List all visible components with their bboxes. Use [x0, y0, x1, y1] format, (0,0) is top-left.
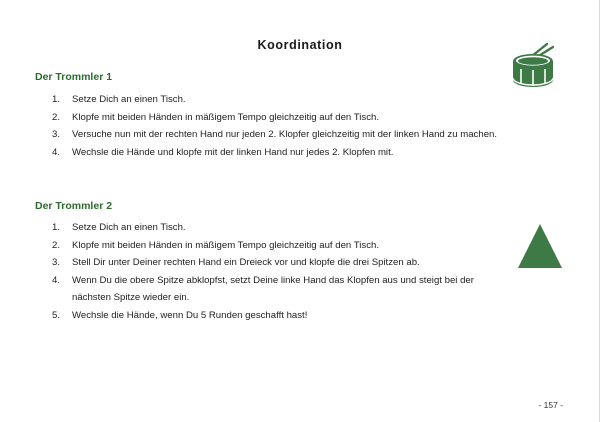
list-item-text: Wechsle die Hände und klopfe mit der linken Hand nur jedes 2. Klopfen mit.	[72, 146, 394, 158]
list-item	[52, 272, 562, 307]
list-item	[52, 219, 562, 237]
list-item-number: 5.	[52, 309, 61, 321]
steps-list-trommler-2	[52, 219, 562, 325]
list-item-text: Setze Dich an einen Tisch.	[72, 222, 186, 233]
list-item-number: 3.	[52, 129, 61, 141]
list-item-number: 1.	[52, 222, 61, 233]
list-item-text: Setze Dich an einen Tisch.	[72, 94, 186, 105]
list-item-text: Klopfe mit beiden Händen in mäßigem Tempo gleichzeitig auf den Tisch.	[72, 239, 379, 251]
list-item-number: 2.	[52, 111, 61, 123]
triangle-icon	[516, 222, 564, 270]
page-title: Koordination	[257, 38, 343, 52]
list-item-number: 3.	[52, 257, 61, 269]
list-item	[52, 126, 562, 144]
list-item-number: 4.	[52, 274, 61, 286]
steps-list-trommler-1	[52, 91, 562, 161]
list-item	[52, 91, 562, 109]
list-item-text: Wenn Du die obere Spitze abklopfst, setzt Deine linke Hand das Klopfen aus und steigt bei der nächsten Spitze wieder ein.	[72, 274, 474, 304]
list-item	[52, 307, 562, 325]
list-item-text: Stell Dir unter Deiner rechten Hand ein Dreieck vor und klopfe die drei Spitzen ab.	[72, 257, 420, 269]
list-item-number: 2.	[52, 239, 61, 251]
page-number: - 157 -	[538, 400, 563, 410]
section-heading-trommler-1: Der Trommler 1	[35, 71, 113, 83]
list-item-number: 4.	[52, 146, 61, 158]
list-item-text: Versuche nun mit der rechten Hand nur jeden 2. Klopfer gleichzeitig mit der linken Hand zu machen.	[72, 129, 498, 141]
list-item-text: Wechsle die Hände, wenn Du 5 Runden geschafft hast!	[72, 309, 308, 321]
list-item	[52, 144, 562, 162]
list-item-number: 1.	[52, 94, 61, 105]
list-item	[52, 109, 562, 127]
list-item-text: Klopfe mit beiden Händen in mäßigem Tempo gleichzeitig auf den Tisch.	[72, 111, 379, 123]
list-item	[52, 237, 562, 255]
drum-icon	[508, 42, 558, 88]
list-item	[52, 254, 562, 272]
section-heading-trommler-2: Der Trommler 2	[35, 200, 113, 212]
